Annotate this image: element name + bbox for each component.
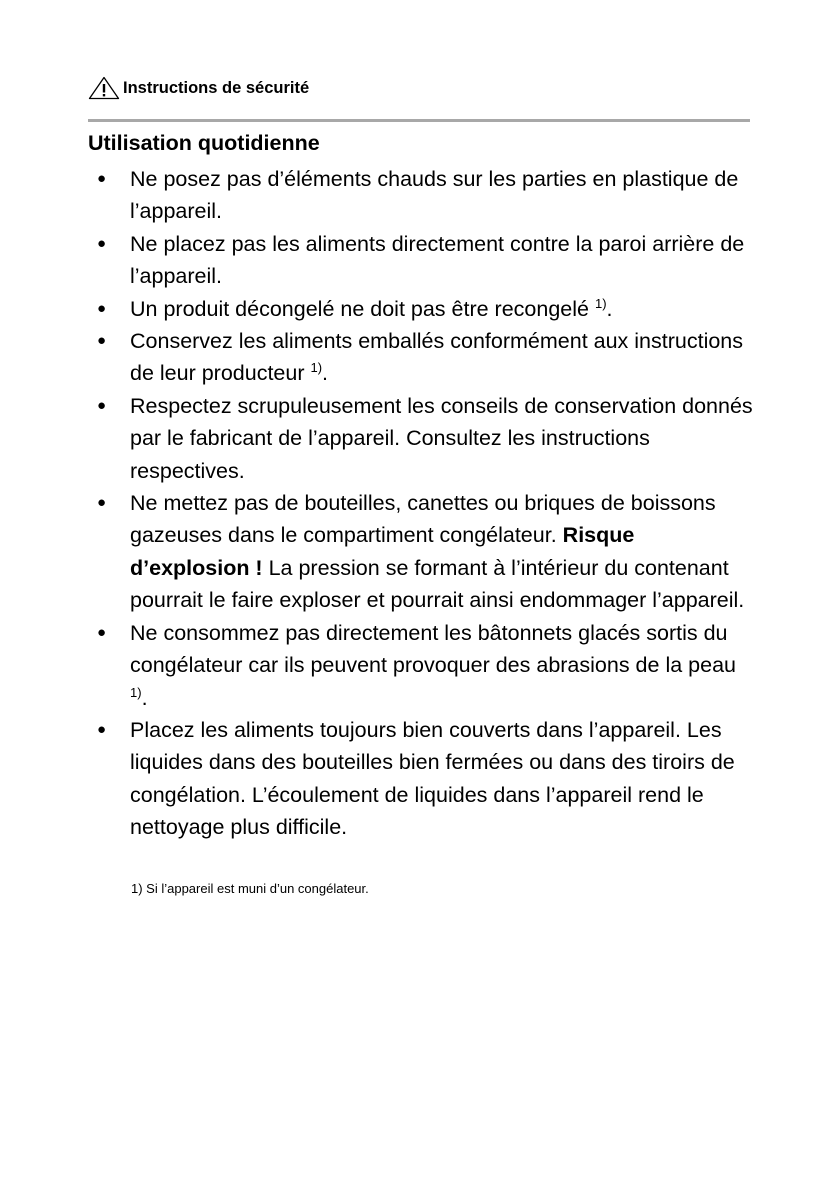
list-item: [88, 293, 758, 325]
item-punct: .: [141, 685, 148, 710]
item-text: Ne placez pas les aliments directement contre la paroi arrière de l’appareil.: [130, 231, 745, 289]
footnote: 1) Si l’appareil est muni d’un congélateur.: [131, 881, 369, 896]
item-text: Conservez les aliments emballés conformément aux instructions de leur producteur: [130, 329, 744, 386]
list-item: [88, 163, 758, 228]
footnote-ref: 1): [310, 360, 323, 376]
list-item: [88, 714, 758, 844]
instruction-list: [88, 163, 758, 844]
item-text: Placez les aliments toujours bien couverts dans l’appareil. Les liquides dans des bouteilles bien fermées ou dans des tiroirs de congélation. L’écoulement de liquides dans l’appareil rend le nettoyage plus difficile.: [130, 717, 735, 840]
warning-triangle-icon: [88, 76, 120, 100]
list-item: [88, 325, 758, 390]
bullet-icon: ●: [97, 234, 107, 252]
header-divider: [88, 119, 750, 122]
item-punct: .: [606, 296, 613, 321]
page-header: [88, 76, 309, 100]
list-item: [88, 390, 758, 487]
bullet-icon: ●: [97, 170, 107, 187]
bullet-icon: ●: [97, 623, 107, 641]
section-title: Utilisation quotidienne: [88, 131, 320, 155]
header-title: Instructions de sécurité: [123, 78, 310, 97]
item-text: Ne posez pas d’éléments chauds sur les parties en plastique de l’appareil.: [130, 167, 739, 224]
bullet-icon: ●: [97, 332, 107, 350]
explosion-warning: Risque d’explosion !: [130, 523, 635, 580]
bullet-icon: ●: [97, 494, 107, 512]
list-item: [88, 617, 758, 714]
bullet-icon: ●: [97, 720, 107, 738]
footnote-ref: 1): [130, 684, 142, 700]
item-text: Ne consommez pas directement les bâtonnets glacés sortis du congélateur car ils peuvent provoquer des abrasions de la peau: [130, 620, 736, 678]
item-punct: .: [322, 361, 329, 386]
bullet-icon: ●: [97, 396, 107, 414]
item-text: Ne mettez pas de bouteilles, canettes ou briques de boissons gazeuses dans le compartiment congélateur.: [130, 491, 716, 548]
footnote-ref: 1): [594, 295, 607, 311]
list-item: [88, 487, 758, 617]
bullet-icon: ●: [97, 299, 107, 317]
list-item: [88, 228, 758, 293]
item-text-rest: La pression se formant à l’intérieur du contenant pourrait le faire exploser et pourrait ainsi endommager l’appareil.: [130, 555, 745, 613]
item-text: Respectez scrupuleusement les conseils de conservation donnés par le fabricant de l’appareil. Consultez les instructions respectives.: [130, 393, 753, 483]
item-text: Un produit décongelé ne doit pas être recongelé: [130, 296, 595, 321]
